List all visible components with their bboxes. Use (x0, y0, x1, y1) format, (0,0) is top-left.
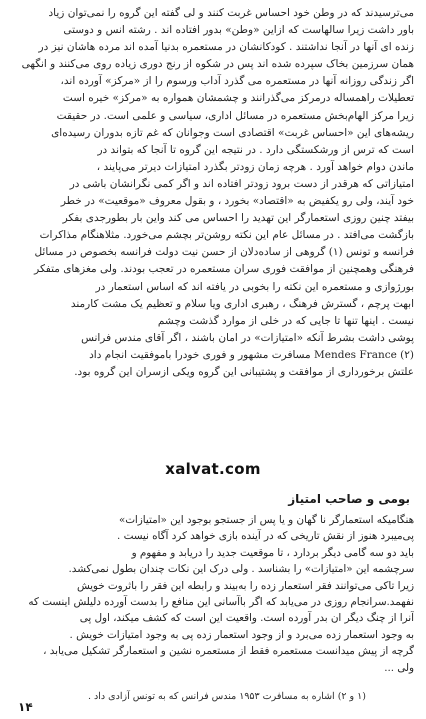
footnote: (۱ و ۲) اشاره به مسافرت ۱۹۵۳ مندس فرانس که به تونس آزادی داد . (88, 691, 366, 702)
text-line: نفهمد.سرانجام روزی در می‌یابد که اگر باآسانی این منافع را بدست آورده دلیلش اینست که (28, 596, 414, 609)
text-line: اگر زندگی روزانه آنها در مستعمره می گذرد آداب ورسوم را از «مرکز» آورده اند، (60, 75, 414, 88)
text-line: زیرا تاکی می‌توانند فقر استعمار زده را به‌بیند و رابطه این فقر را باثروت خویش (76, 579, 414, 592)
watermark-text: xalvat.com (165, 460, 261, 478)
text-line: امتیازاتی که هرقدر از دست برود زودتر افتاده اند و اگر کمی نگرانشان باشی در (69, 177, 414, 190)
text-line: است که ترس از ورشکستگی دارد . در نتیجه این گروه تا آنجا که بتواند در (97, 143, 414, 156)
body-paragraph-top (12, 5, 414, 460)
text-line: آنرا از چنگ دیگر ان بدر آورده است. واقعیت این است که کشف میکند، اول پی (79, 612, 414, 625)
text-line: بورژوازی و مستعمره این نکته را بخوبی در یافته اند که اساس استعمار در (95, 280, 414, 293)
text-line: فرانسه و تونس (۱) گروهی از ساده‌دلان از حسن نیت دولت فرانسه بخصوص در مسائل (34, 246, 414, 259)
section-title: بومی و صاحب امتیاز (288, 492, 410, 506)
text-line: باور داشت زیرا سالهاست که ازاین «وطن» بدور افتاده اند . رشته انس و دوستی (63, 24, 414, 37)
text-line: می‌ترسیدند که در وطن خود احساس غربت کنند و لی گفته این گروه را نمی‌توان زیاد (48, 7, 414, 19)
text-line: تعطیلات راهمساله درمرکز می‌گذرانند و چشمشان همواره به «مرکز» خیره است (62, 92, 414, 105)
body-paragraph-bottom (12, 512, 414, 689)
text-line: ماندن دوام خواهد آورد . هرچه زمان زودتر بگذرد امتیازات دیرتر می‌پایند ، (96, 160, 414, 173)
text-line: ولی ... (384, 661, 414, 674)
text-line: زیرا مرکز الهام‌بخش مستعمره در مسائل اداری، سیاسی و علمی است. در حقیقت (56, 109, 414, 122)
text-line: علتش برخورداری از موافقت و پشتیبانی این گروه ویکی ازسران این گروه بود. (74, 365, 414, 378)
text-line: بازگشت می‌افتد . در مسائل عام این نکته روشن‌تر بچشم می‌خورد. مثلاهنگام مذاکرات (39, 229, 414, 242)
text-line: (۲) Mendes France مسافرت مشهور و فوری خودرا باموفقیت انجام داد (89, 348, 414, 361)
page-number: ۱۴ (18, 700, 33, 714)
text-line: خود آیند، ولی رو یکفیض به «اقتصاد» بخورد ، و بقول معروف «موقعیت» در خطر (60, 195, 414, 208)
text-line: ریشه‌های این «احساس غربت» اقتصادی است وجوانان که غم تازه بدوران رسیده‌ای (51, 126, 414, 139)
text-line: فرهنگی وهمچنین از موافقت فوری سران مستعمره در تعجب بودند. ولی مغزهای متفکر (34, 263, 414, 276)
text-line: گرچه از پیش میدانست مستعمره فقط از مستعمره نشین و استعمارگر تشکیل می‌یابد ، (43, 645, 414, 658)
text-line: بیفتد چنین روزی استعمارگر این تهدید را احساس می کند واین بار بطورجدی بفکر (62, 212, 414, 225)
text-line: ابهت پرچم ، گسترش فرهنگ ، رهبری اداری ویا سلام و تعظیم یک مشت کارمند (70, 297, 414, 310)
text-line: سرچشمه این «امتیازات» را بشناسد . ولی درک این نکات چندان بطول نمی‌کشد. (68, 563, 414, 576)
text-line: هنگامیکه استعمارگر نا گهان و یا پس از جستجو بوجود این «امتیازات» (118, 514, 414, 526)
text-line: باید دو سه گامی دیگر بردارد ، تا موقعیت جدید را دریابد و مفهوم و (131, 546, 414, 559)
text-line: پوشی داشت بشرط آنکه «امتیازات» در امان باشند ، اگر آقای مندس فرانس (81, 331, 414, 344)
text-line: زنده ای آنها در آنجا نداشتند . کودکانشان در مستعمره بدنیا آمده اند مرده هاشان نیز در (38, 41, 414, 54)
text-line: پی‌میبرد هنوز از نقش تاریخی که در آینده بازی خواهد کرد آگاه نیست . (117, 530, 414, 543)
text-line: همان سرزمین بخاک سپرده شده اند پس در شکوه از رنج دوری زیاده روی می‌کنند و انگهی (21, 58, 414, 71)
text-line: نیست . اینها تنها تا جایی که در خلی از موارد گذشت وچشم (157, 314, 414, 327)
text-line: به وجود استعمار زده می‌برد و از وجود استعمار زده پی به وجود امتیازات خویش . (69, 628, 414, 641)
